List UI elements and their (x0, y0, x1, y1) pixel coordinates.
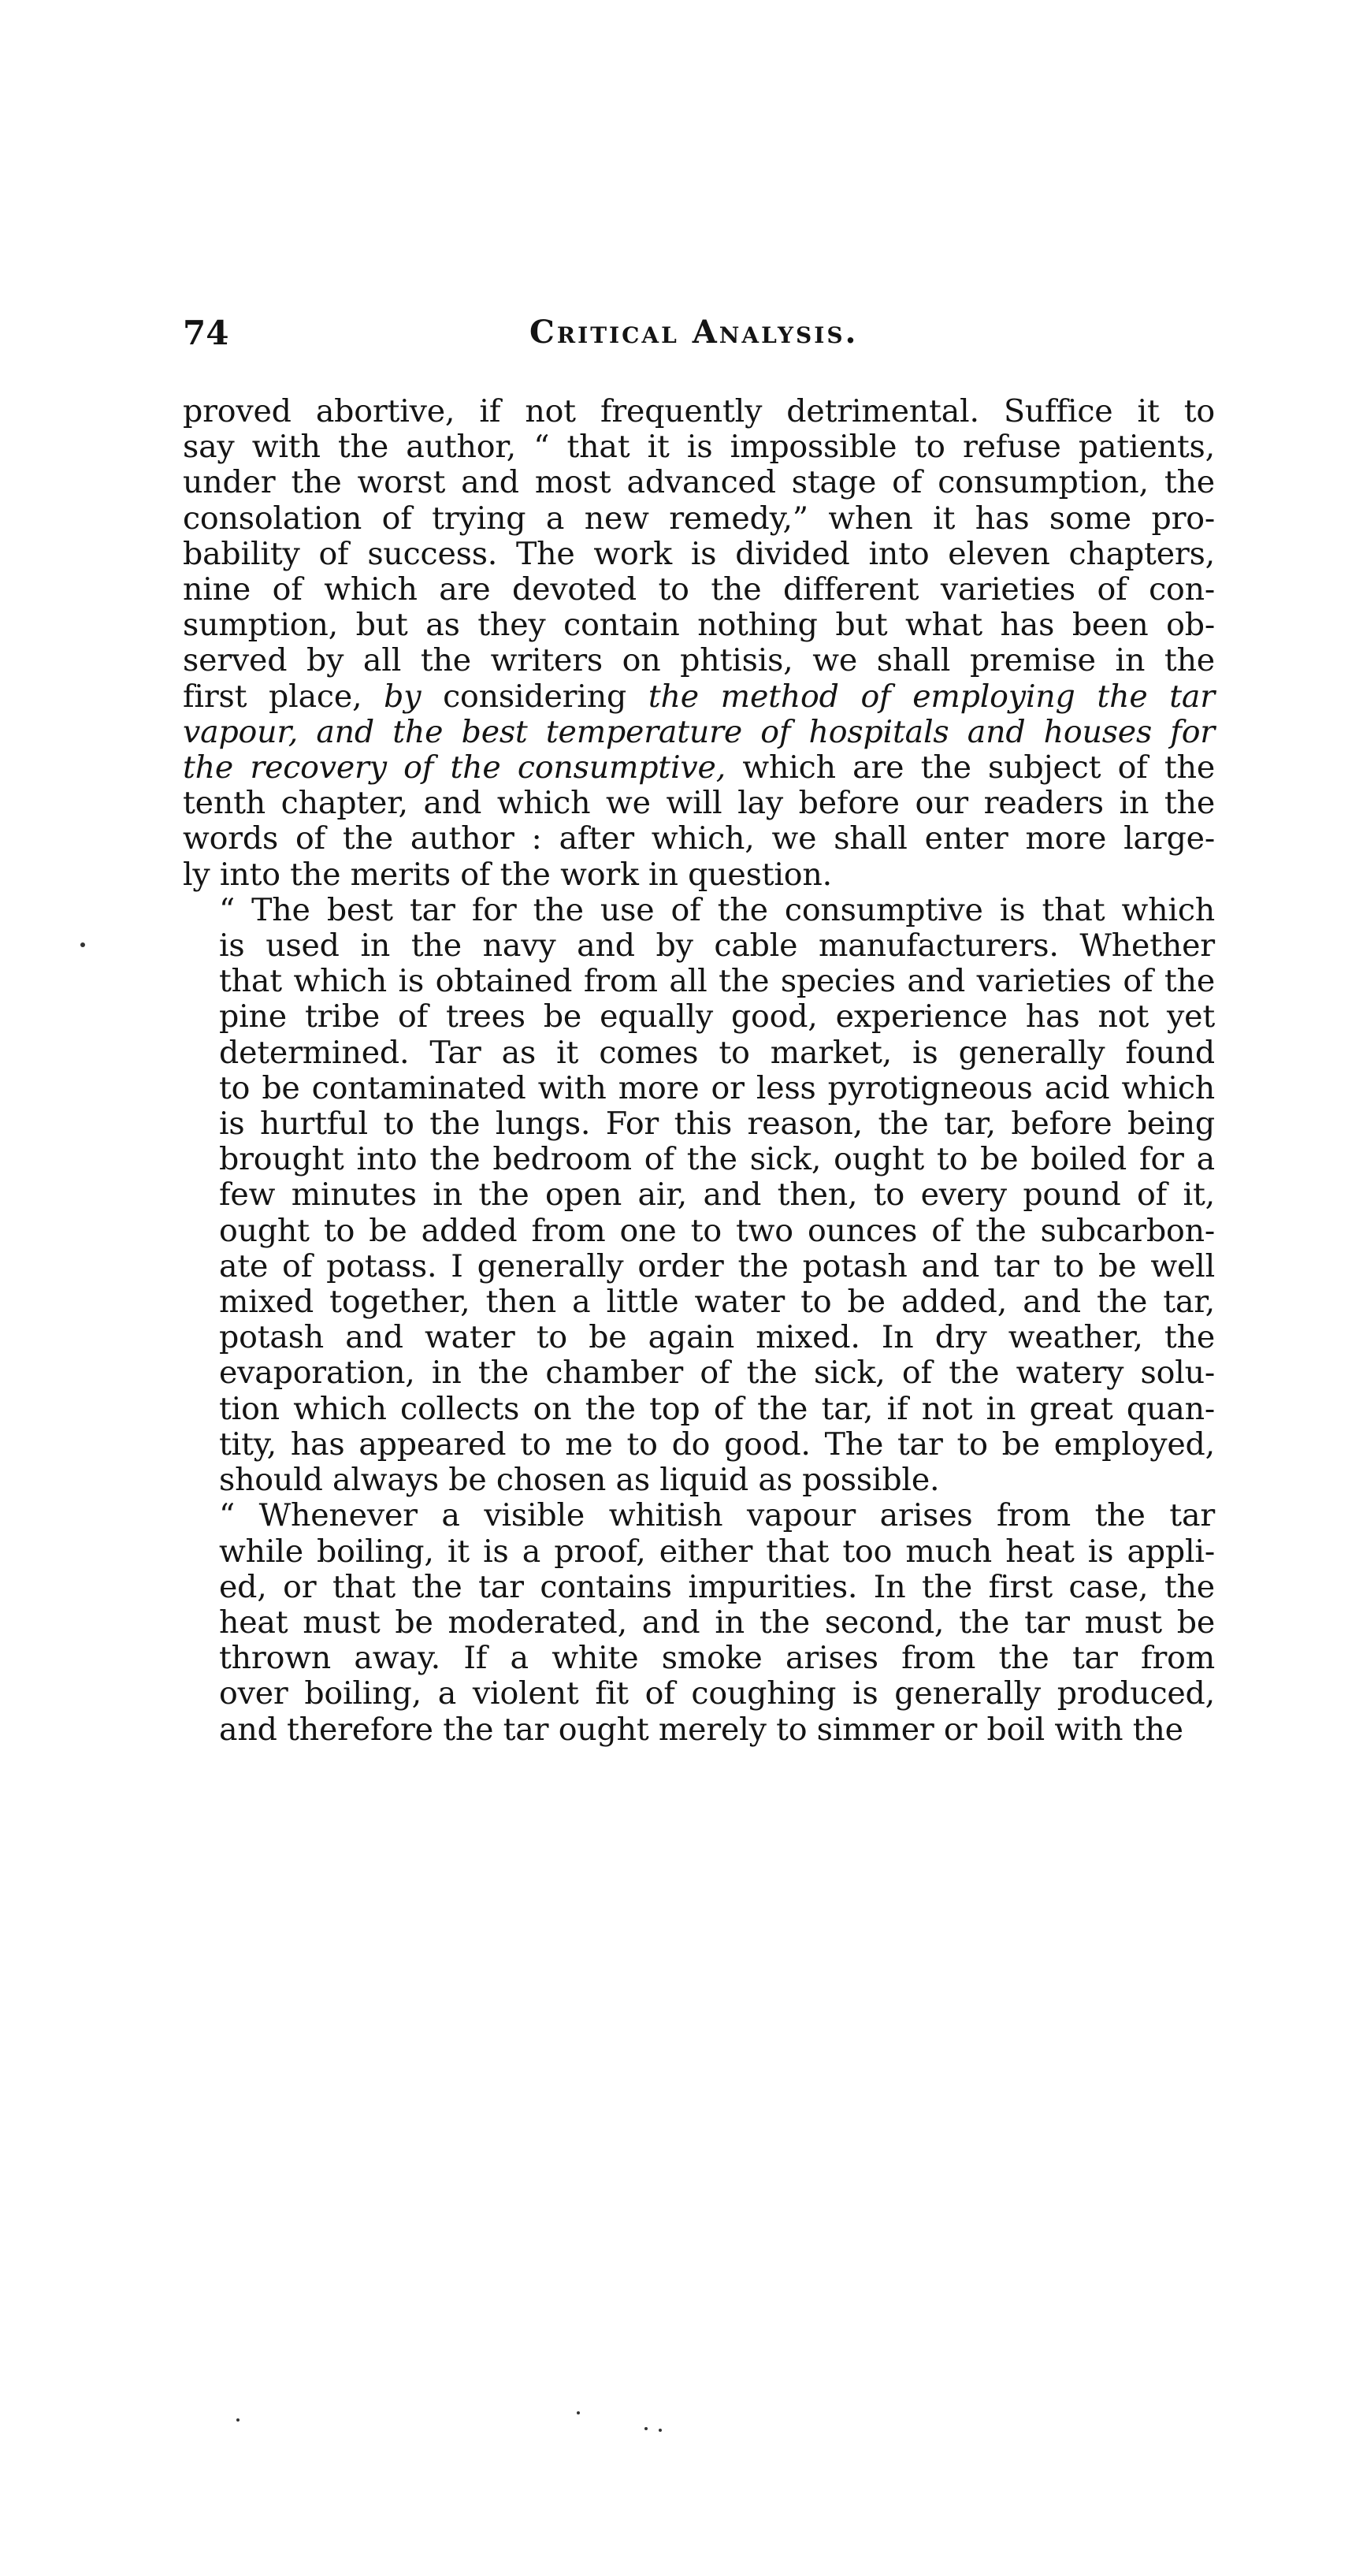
text-line (183, 1463, 1215, 1498)
running-head: Critical Analysis. (529, 314, 859, 351)
text-run: proved abortive, if not frequently detrimental. Suffice it to (183, 393, 1215, 429)
text-run: is hurtful to the lungs. For this reason, the tar, before being (219, 1106, 1215, 1143)
text-line (183, 857, 1215, 893)
text-line (183, 964, 1215, 999)
italic-text: vapour, and the best temperature of hospitals and houses for (183, 713, 1215, 750)
text-line (183, 679, 1215, 715)
text-run: to be contaminated with more or less pyrotigneous acid which (219, 1069, 1215, 1106)
print-speck (644, 2427, 648, 2430)
text-line (183, 1427, 1215, 1463)
text-run: which are the subject of the (726, 749, 1215, 786)
text-line (183, 1392, 1215, 1427)
text-run: “ The best tar for the use of the consumptive is that which (219, 891, 1215, 928)
text-line (183, 1249, 1215, 1284)
text-run: brought into the bedroom of the sick, ought to be boiled for a (219, 1141, 1215, 1178)
text-line (183, 465, 1215, 500)
text-line (183, 1355, 1215, 1391)
text-line (183, 1177, 1215, 1213)
text-line (183, 608, 1215, 643)
body-text (183, 394, 1215, 1748)
text-run: considering (421, 678, 648, 715)
text-run: nine of which are devoted to the different varieties of con- (183, 571, 1215, 608)
page-header (183, 314, 1223, 377)
text-line (183, 643, 1215, 678)
text-line (183, 999, 1215, 1035)
text-line (183, 1214, 1215, 1249)
text-run: and therefore the tar ought merely to simmer or boil with the (219, 1711, 1183, 1748)
print-speck (659, 2429, 662, 2432)
text-run: heat must be moderated, and in the second, the tar must be (219, 1604, 1215, 1641)
text-line (183, 893, 1215, 928)
text-run: thrown away. If a white smoke arises from the tar from (219, 1640, 1215, 1677)
text-run: pine tribe of trees be equally good, experience has not yet (219, 998, 1215, 1035)
text-run: should always be chosen as liquid as possible. (219, 1462, 940, 1499)
text-run: consolation of trying a new remedy,” when it has some pro- (183, 500, 1215, 537)
text-line (183, 1534, 1215, 1570)
text-run: under the worst and most advanced stage of consumption, the (183, 464, 1215, 501)
text-line (183, 1605, 1215, 1641)
text-line (183, 501, 1215, 537)
text-line (183, 928, 1215, 964)
text-line (183, 1035, 1215, 1071)
italic-text: the recovery of the consumptive, (183, 749, 726, 786)
text-run: “ Whenever a visible whitish vapour arises from the tar (219, 1497, 1215, 1534)
paragraph (183, 1498, 1215, 1747)
text-run: ate of potass. I generally order the potash and tar to be well (219, 1247, 1215, 1284)
text-line (183, 786, 1215, 821)
text-run: words of the author : after which, we shall enter more large- (183, 820, 1215, 857)
text-line (183, 1284, 1215, 1320)
text-run: determined. Tar as it comes to market, is generally found (219, 1034, 1215, 1071)
text-line (183, 572, 1215, 608)
text-line (183, 1142, 1215, 1177)
text-run: potash and water to be again mixed. In dry weather, the (219, 1319, 1215, 1356)
text-line (183, 1712, 1215, 1748)
print-speck (80, 942, 85, 947)
italic-text: the method of employing the tar (648, 678, 1215, 715)
text-run: that which is obtained from all the species and varieties of the (219, 963, 1215, 1000)
text-run: say with the author, “ that it is impossible to refuse patients, (183, 429, 1215, 466)
text-run: mixed together, then a little water to be added, and the tar, (219, 1284, 1215, 1321)
paragraph (183, 394, 1215, 893)
text-line (183, 1641, 1215, 1676)
text-run: tity, has appeared to me to do good. The tar to be employed, (219, 1426, 1215, 1463)
text-run: first place, (183, 678, 384, 715)
italic-text: by (384, 678, 422, 715)
paragraph (183, 893, 1215, 1498)
text-run: ly into the merits of the work in question. (183, 856, 832, 893)
text-line (183, 1071, 1215, 1106)
text-line (183, 821, 1215, 857)
text-line (183, 429, 1215, 465)
print-speck (236, 2418, 240, 2422)
text-run: bability of success. The work is divided into eleven chapters, (183, 535, 1215, 572)
text-line (183, 1570, 1215, 1605)
print-speck (577, 2411, 580, 2414)
text-run: evaporation, in the chamber of the sick, of the watery solu- (219, 1355, 1215, 1392)
text-line (183, 1676, 1215, 1712)
text-run: few minutes in the open air, and then, to every pound of it, (219, 1176, 1215, 1214)
text-run: over boiling, a violent fit of coughing is generally produced, (219, 1675, 1215, 1712)
text-line (183, 1498, 1215, 1533)
page-number: 74 (183, 314, 229, 352)
text-line (183, 1106, 1215, 1142)
text-run: while boiling, it is a proof, either that too much heat is appli- (219, 1533, 1215, 1570)
text-line (183, 537, 1215, 572)
text-run: is used in the navy and by cable manufacturers. Whether (219, 927, 1215, 965)
text-line (183, 394, 1215, 429)
text-line (183, 715, 1215, 750)
text-run: served by all the writers on phtisis, we shall premise in the (183, 642, 1215, 679)
text-line (183, 1320, 1215, 1355)
text-run: ought to be added from one to two ounces of the subcarbon- (219, 1212, 1215, 1249)
text-run: tenth chapter, and which we will lay before our readers in the (183, 785, 1215, 822)
text-run: ed, or that the tar contains impurities. In the first case, the (219, 1568, 1215, 1605)
text-line (183, 750, 1215, 786)
text-run: sumption, but as they contain nothing but what has been ob- (183, 607, 1215, 644)
text-run: tion which collects on the top of the tar, if not in great quan- (219, 1390, 1215, 1427)
